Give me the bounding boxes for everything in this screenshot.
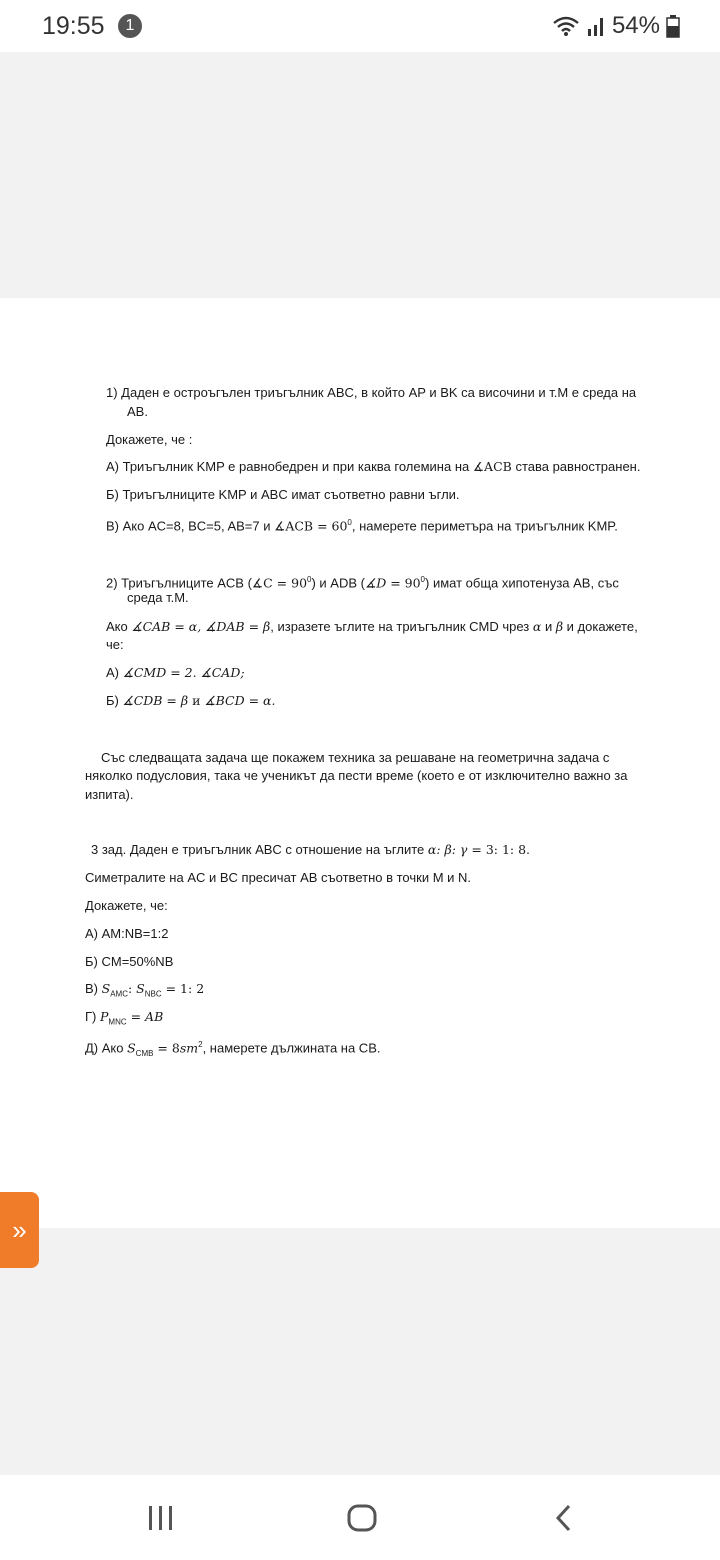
math-segment: MNC <box>108 1017 127 1027</box>
math-segment: ∡CAB = α, ∡DAB = β <box>131 619 271 634</box>
problem-2-part-a <box>106 665 245 681</box>
math-segment: AMC <box>110 989 128 999</box>
side-panel-toggle[interactable] <box>0 1192 39 1268</box>
text-segment: В) <box>85 981 102 996</box>
text-segment: Д) Ако <box>85 1040 128 1056</box>
problem-1-part-a <box>106 459 640 475</box>
recent-apps-button[interactable] <box>141 1501 181 1535</box>
battery-icon <box>666 14 680 38</box>
page-gap-bottom <box>0 1228 720 1475</box>
text-segment: ) и ADB ( <box>311 575 365 591</box>
text-segment: изпита). <box>85 787 134 802</box>
text-segment: , изразете ъглите на триъгълник CMD чрез <box>270 619 533 634</box>
text-segment: ) имат обща хипотенуза AB, със <box>425 575 619 591</box>
problem-2-line <box>106 637 124 653</box>
problem-1-part-b <box>106 487 460 503</box>
intro-paragraph-line <box>85 768 627 784</box>
intro-paragraph-line <box>85 787 134 803</box>
math-segment: = 90 <box>386 575 421 591</box>
math-segment: 0 <box>347 518 352 527</box>
problem-3-part-d <box>85 1009 163 1031</box>
text-segment: Докажете, че: <box>85 898 168 913</box>
math-segment: = 1: 2 <box>161 981 205 996</box>
battery-percent: 54% <box>611 12 660 39</box>
navigation-bar <box>0 1475 720 1560</box>
math-segment: 0 <box>420 575 425 584</box>
double-chevron-right-icon: » <box>12 1214 27 1245</box>
problem-3-part-b <box>85 954 173 970</box>
problem-2-line <box>106 619 638 635</box>
text-segment: Г) <box>85 1009 100 1024</box>
text-segment: Б) CM=50%NB <box>85 954 174 969</box>
problem-3-part-e <box>85 1037 380 1062</box>
math-segment: ∡CMD = 2. ∡CAD; <box>122 665 245 680</box>
math-segment: ∡ACB = 60 <box>274 518 348 534</box>
problem-2-part-b <box>106 693 275 709</box>
text-segment: че: <box>106 637 124 652</box>
math-segment: ∡CDB = β <box>122 693 189 708</box>
problem-1-prove <box>106 432 192 448</box>
text-segment: 1) Даден е остроъгълен триъгълник ABC, в който AP и BK са височини и т.M е среда на <box>106 385 637 400</box>
system-icons <box>552 12 680 40</box>
text-segment: Докажете, че : <box>106 432 193 447</box>
problem-3-line <box>91 842 530 858</box>
math-segment: ∡C = 90 <box>251 575 308 591</box>
math-segment: α: β: γ <box>427 842 468 857</box>
math-segment: sm <box>179 1040 199 1056</box>
text-segment: А) Триъгълник KMP е равнобедрен и при каква големина на <box>106 459 473 474</box>
problem-1-part-c <box>106 515 618 534</box>
text-segment: 3 зад. Даден е триъгълник ABC с отношение на ъглите <box>91 842 428 857</box>
text-segment: Б) Триъгълниците KMP и ABC имат съответно равни ъгли. <box>106 487 460 502</box>
page-gap-top <box>0 52 720 298</box>
math-segment: и <box>188 693 205 708</box>
text-segment: Симетралите на AC и BC пресичат AB съответно в точки M и N. <box>85 870 472 885</box>
status-bar <box>0 0 720 52</box>
home-icon <box>346 1503 378 1533</box>
math-segment: S <box>101 981 111 996</box>
math-segment: = 8 <box>153 1040 180 1056</box>
text-segment: 2) Триъгълниците ACB ( <box>106 575 252 591</box>
home-button[interactable] <box>342 1501 382 1535</box>
text-segment: А) <box>106 665 123 680</box>
problem-3-part-c <box>85 981 204 1003</box>
wifi-icon <box>552 15 580 37</box>
math-segment: = AB <box>126 1009 164 1024</box>
back-icon <box>552 1503 576 1533</box>
text-segment: А) AM:NB=1:2 <box>85 926 169 941</box>
math-segment: β <box>555 619 564 634</box>
math-segment: 2 <box>198 1040 203 1049</box>
text-segment: AB. <box>127 404 148 419</box>
math-segment: ∡BCD = α. <box>204 693 276 708</box>
text-segment: , намерете периметъра на триъгълник KMP. <box>351 518 618 534</box>
text-segment: Ако <box>106 619 132 634</box>
back-button[interactable] <box>544 1501 584 1535</box>
recent-apps-icon <box>146 1504 176 1532</box>
text-segment: и докажете, <box>563 619 638 634</box>
signal-icon <box>586 15 606 37</box>
math-segment: ∡D <box>364 575 387 591</box>
math-segment: NBC <box>144 989 162 999</box>
math-segment: : <box>127 981 137 996</box>
text-segment: среда т.M. <box>127 590 189 605</box>
text-segment: , намерете дължината на CB. <box>202 1040 381 1056</box>
math-segment: CMB <box>135 1048 154 1058</box>
problem-3-line <box>85 870 471 886</box>
intro-paragraph-line <box>101 750 609 766</box>
problem-3-prove <box>85 898 168 914</box>
math-segment: P <box>99 1009 109 1024</box>
document-page[interactable] <box>0 298 720 1228</box>
problem-2-line <box>106 572 619 591</box>
math-segment: = 3: 1: 8. <box>467 842 531 857</box>
problem-1-line <box>127 404 148 420</box>
text-segment: става равностранен. <box>511 459 641 474</box>
problem-1-line <box>106 385 636 401</box>
math-segment: ∡ACB <box>472 459 512 474</box>
math-segment: 0 <box>307 575 312 584</box>
text-segment: В) Ако AC=8, BC=5, AB=7 и <box>106 518 275 534</box>
problem-3-part-a <box>85 926 168 942</box>
text-segment: и <box>541 619 556 634</box>
text-segment: няколко подусловия, така че ученикът да пести време (което е от изключително важно за <box>85 768 628 783</box>
problem-2-line <box>127 590 189 606</box>
notification-badge: 1 <box>118 14 142 38</box>
math-segment: S <box>127 1040 136 1056</box>
math-segment: α <box>532 619 542 634</box>
clock: 19:55 <box>42 12 105 40</box>
text-segment: Със следващата задача ще покажем техника за решаване на геометрична задача с <box>101 750 610 765</box>
text-segment: Б) <box>106 693 123 708</box>
math-segment: S <box>136 981 145 996</box>
